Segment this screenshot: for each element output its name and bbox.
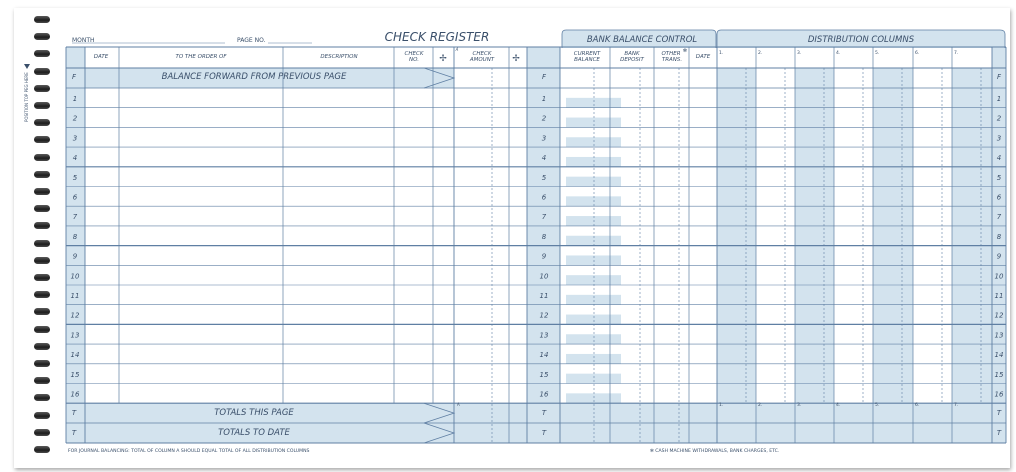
row-number-right: 7 [996,213,1002,222]
col-bank-deposit-1: BANK [624,51,640,57]
col-other-trans-1: OTHER [661,51,681,57]
row-number-left: 10 [70,272,80,281]
row-number-middle: 11 [539,292,549,301]
distribution-column-shade [717,68,756,403]
row-number-left: 1 [72,95,78,104]
row-number-middle: 6 [541,193,547,202]
row-number-middle: 2 [541,114,547,123]
distribution-column-shade [952,68,992,403]
row-number-right: 14 [994,351,1004,360]
row-number-left: 6 [72,193,78,202]
row-number-right: 3 [996,134,1002,143]
journal-balancing-note: FOR JOURNAL BALANCING: TOTAL OF COLUMN A SHOULD EQUAL TOTAL OF ALL DISTRIBUTION COLUMNS [68,449,310,454]
current-balance-stripe [566,137,621,147]
row-number-right: 12 [994,311,1004,320]
distribution-number: 6. [915,51,920,56]
current-balance-stripe [566,334,621,344]
totals-code-middle-2: T [541,429,547,437]
totals-a-marker: A [457,402,460,407]
distribution-number: 7. [954,51,959,56]
col-date: DATE [93,54,109,60]
row-number-middle: 10 [539,272,549,281]
distribution-number: 5. [875,51,880,56]
row-number-right: 11 [994,292,1004,301]
other-mark-icon: ✻ [682,48,688,54]
col-current-balance-1: CURRENT [573,51,601,57]
row-number-left: 5 [72,173,78,182]
bank-balance-control-title: BANK BALANCE CONTROL [586,35,698,45]
current-balance-stripe [566,354,621,364]
row-number-middle: 8 [541,232,547,241]
row-number-left: 2 [72,114,78,123]
current-balance-stripe [566,118,621,128]
distribution-total-number: 6. [915,403,920,408]
totals-code-middle-1: T [541,409,547,417]
row-number-right: 1 [996,95,1002,104]
distribution-total-number: 3. [797,403,802,408]
row-number-left: 12 [70,311,80,320]
col-check-amount-2: AMOUNT [469,57,495,63]
distribution-total-number: 2. [758,403,763,408]
distribution-column-shade [795,68,834,403]
col-check-no-2: NO. [409,57,419,63]
row-number-left: 7 [72,213,78,222]
current-balance-stripe [566,255,621,265]
row-number-right: 16 [994,390,1004,399]
totals-code-right-2: T [996,429,1002,437]
current-balance-stripe [566,315,621,325]
current-balance-stripe [566,157,621,167]
current-balance-stripe [566,236,621,246]
row-number-middle: 1 [541,95,547,104]
row-number-middle: 13 [539,331,549,340]
col-to-the-order-of: TO THE ORDER OF [175,54,227,60]
row-number-right: 6 [996,193,1002,202]
row-number-middle: 12 [539,311,549,320]
row-number-right: 13 [994,331,1004,340]
distribution-column-shade [873,68,913,403]
current-balance-stripe [566,295,621,305]
distribution-total-number: 4. [836,403,841,408]
col-bank-date: DATE [695,54,711,60]
col-current-balance-2: BALANCE [574,57,600,63]
col-bank-deposit-2: DEPOSIT [620,57,644,63]
row-number-left: 8 [72,232,78,241]
page-title: CHECK REGISTER [384,30,490,44]
row-number-middle: 16 [539,390,549,399]
row-number-middle: 5 [541,173,547,182]
row-number-left: 16 [70,390,80,399]
totals-code-left-2: T [71,429,77,437]
totals-this-page-label: TOTALS THIS PAGE [214,408,294,418]
forward-code-right: F [996,73,1002,81]
distribution-number: 1. [719,51,724,56]
col-a-marker: A [455,47,459,52]
row-number-left: 13 [70,331,80,340]
distribution-total-number: 1. [719,403,724,408]
balance-forward-label: BALANCE FORWARD FROM PREVIOUS PAGE [161,72,347,82]
current-balance-stripe [566,275,621,285]
current-balance-stripe [566,374,621,384]
position-peg-note: POSITION TOP PEG HERE [24,72,29,122]
totals-code-left-1: T [71,409,77,417]
row-number-middle: 14 [539,351,549,360]
row-number-left: 14 [70,351,80,360]
current-balance-stripe [566,216,621,226]
row-number-left: 4 [72,154,78,163]
distribution-total-number: 5. [875,403,880,408]
col-check-amount-1: CHECK [472,51,492,57]
col-other-trans-2: TRANS. [661,57,683,63]
col-description: DESCRIPTION [320,54,358,60]
page-no-label: PAGE NO. [237,37,266,44]
row-number-middle: 15 [539,370,549,379]
row-number-left: 11 [70,292,80,301]
current-balance-stripe [566,177,621,187]
row-number-right: 9 [996,252,1002,261]
col-check-no-1: CHECK [404,51,424,57]
totals-code-right-1: T [996,409,1002,417]
row-number-left: 15 [70,370,80,379]
row-number-middle: 4 [541,154,547,163]
forward-code-middle: F [541,73,547,81]
current-balance-stripe [566,98,621,108]
row-number-middle: 3 [541,134,547,143]
totals-to-date-label: TOTALS TO DATE [218,428,290,438]
distribution-columns-title: DISTRIBUTION COLUMNS [807,35,915,45]
row-number-right: 2 [996,114,1002,123]
month-label: MONTH [72,37,95,44]
tick-icon-1: ✢ [439,54,447,64]
distribution-number: 3. [797,51,802,56]
current-balance-stripe [566,393,621,403]
peg-arrow-icon [24,64,30,69]
forward-code-left: F [71,73,77,81]
row-number-middle: 7 [541,213,547,222]
tick-icon-2: ✢ [512,54,520,64]
row-number-right: 4 [996,154,1002,163]
distribution-number: 2. [758,51,763,56]
row-number-left: 9 [72,252,78,261]
other-trans-note: ✻ CASH MACHINE WITHDRAWALS, BANK CHARGES, ETC. [650,449,780,454]
distribution-number: 4. [836,51,841,56]
row-number-right: 15 [994,370,1004,379]
current-balance-stripe [566,196,621,206]
row-number-middle: 9 [541,252,547,261]
row-number-right: 5 [996,173,1002,182]
row-number-right: 10 [994,272,1004,281]
row-number-left: 3 [72,134,78,143]
row-number-right: 8 [996,232,1002,241]
distribution-total-number: 7. [954,403,959,408]
